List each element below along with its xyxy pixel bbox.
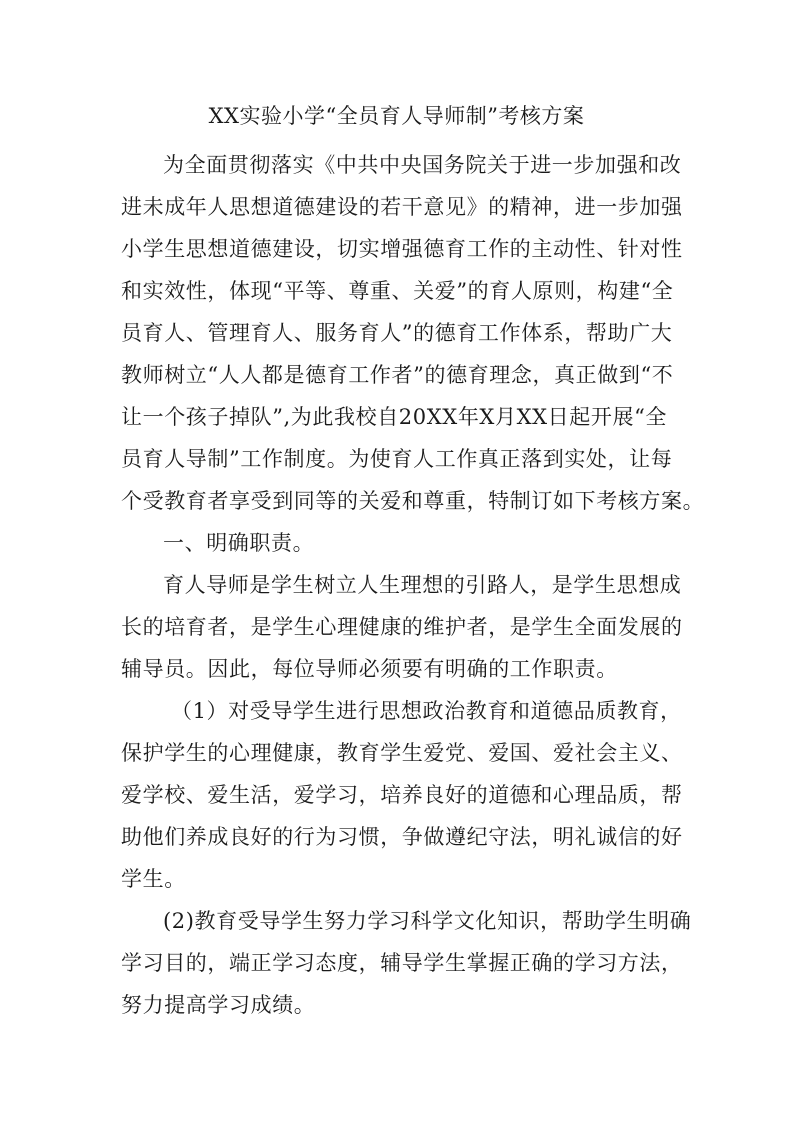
item-2-line-3: 努力提高学习成绩。 xyxy=(121,993,316,1017)
paragraph-intro-line-6: 教师树立“人人都是德育工作者”的德育理念，真正做到“不 xyxy=(121,363,674,387)
paragraph-intro-line-4: 和实效性，体现“平等、尊重、关爱”的育人原则，构建“全 xyxy=(121,279,674,303)
paragraph-intro-line-8: 员育人导制”工作制度。为使育人工作真正落到实处，让每 xyxy=(121,447,673,471)
paragraph-intro-line-7: 让一个孩子掉队”,为此我校自20XX年X月XX日起开展“全 xyxy=(121,405,668,429)
paragraph-intro-line-5: 员育人、管理育人、服务育人”的德育工作体系，帮助广大 xyxy=(121,321,673,345)
paragraph-intro-line-2: 进未成年人思想道德建设的若干意见》的精神，进一步加强 xyxy=(121,195,683,219)
paragraph-duty-line-2: 长的培育者，是学生心理健康的维护者，是学生全面发展的 xyxy=(121,615,683,639)
item-1-line-5: 学生。 xyxy=(121,867,186,891)
paragraph-intro-line-3: 小学生思想道德建设，切实增强德育工作的主动性、针对性 xyxy=(121,237,683,261)
paragraph-duty-line-1: 育人导师是学生树立人生理想的引路人，是学生思想成 xyxy=(163,573,682,597)
item-2-line-1: (2)教育受导学生努力学习科学文化知识，帮助学生明确 xyxy=(163,909,692,933)
paragraph-intro-line-9: 个受教育者享受到同等的关爱和尊重，特制订如下考核方案。 xyxy=(121,489,705,513)
item-1-line-4: 助他们养成良好的行为习惯，争做遵纪守法，明礼诚信的好 xyxy=(121,825,683,849)
item-1-line-1: （1）对受导学生进行思想政治教育和道德品质教育， xyxy=(171,699,682,723)
document-title: XX实验小学“全员育人导师制”考核方案 xyxy=(208,104,585,128)
item-2-line-2: 学习目的，端正学习态度，辅导学生掌握正确的学习方法， xyxy=(121,951,683,975)
item-1-line-3: 爱学校、爱生活，爱学习，培养良好的道德和心理品质，帮 xyxy=(121,783,683,807)
paragraph-duty-line-3: 辅导员。因此，每位导师必须要有明确的工作职责。 xyxy=(121,657,618,681)
section-heading: 一、明确职责。 xyxy=(163,531,315,555)
item-1-line-2: 保护学生的心理健康，教育学生爱党、爱国、爱社会主义、 xyxy=(121,741,683,765)
paragraph-intro-line-1: 为全面贯彻落实《中共中央国务院关于进一步加强和改 xyxy=(163,153,682,177)
